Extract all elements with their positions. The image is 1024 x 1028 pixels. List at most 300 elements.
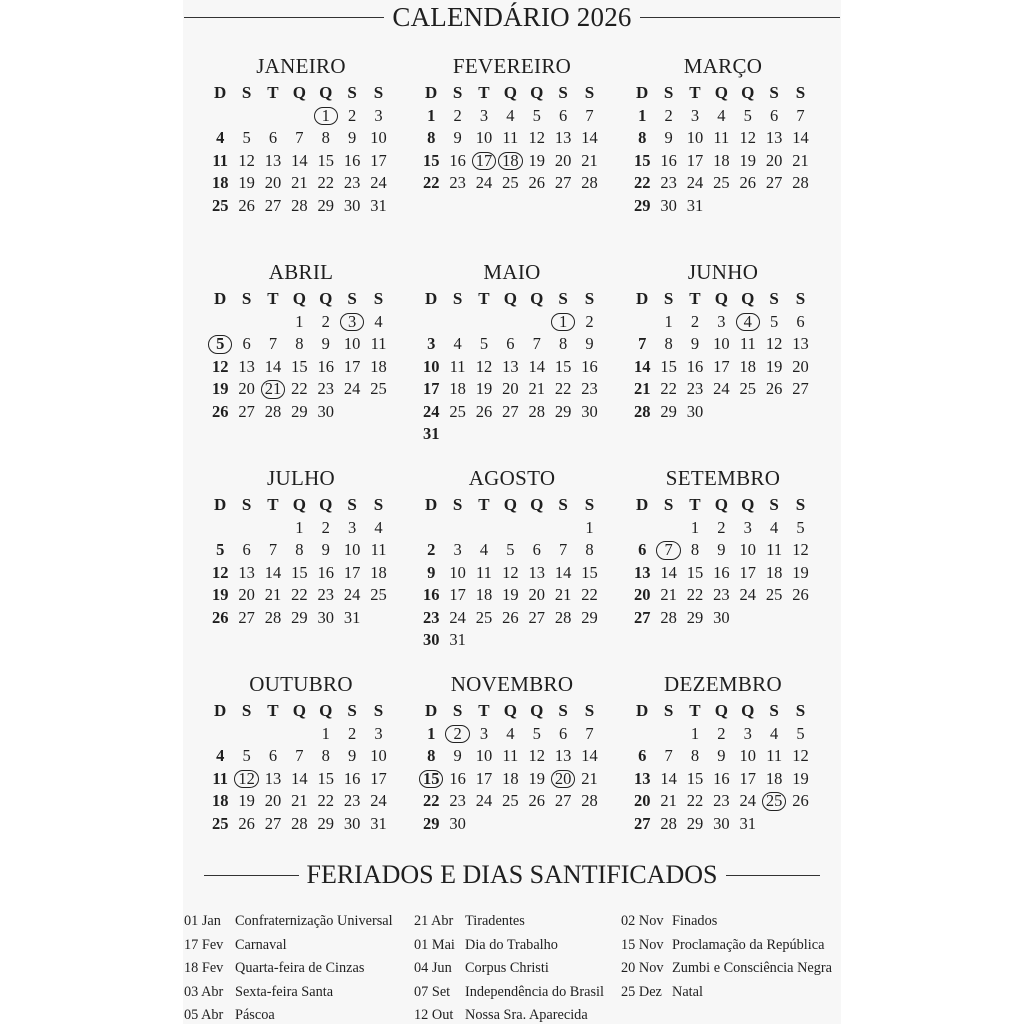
day-cell: 9: [585, 334, 594, 354]
day-cell: 14: [581, 128, 598, 148]
day-cell: 8: [321, 128, 330, 148]
holiday-name: Confraternização Universal: [235, 913, 393, 929]
day-cell: 10: [449, 562, 466, 582]
day-cell: 20: [238, 585, 255, 605]
day-cell: 13: [528, 562, 545, 582]
month-block: [629, 258, 817, 464]
holiday-row: [184, 957, 414, 981]
day-cell: 23: [449, 791, 466, 811]
day-cell: 2: [690, 312, 700, 331]
day-cell: 27: [792, 379, 809, 399]
weekday-header: S: [663, 289, 674, 308]
day-cell: 7: [532, 334, 541, 354]
month-calendar-grid: [629, 80, 817, 217]
holiday-name: Dia do Trabalho: [465, 936, 558, 953]
day-cell: 13: [238, 356, 255, 376]
holiday-name: Proclamação da República: [672, 936, 825, 953]
day-cell: 1: [295, 312, 304, 331]
day-cell: 21: [660, 791, 677, 811]
holiday-column: [414, 910, 621, 1028]
day-cell: 14: [660, 768, 677, 788]
day-cell: 26: [765, 379, 783, 399]
weekday-header: Q: [503, 701, 517, 720]
day-cell: 16: [449, 768, 466, 788]
day-cell: 2: [664, 106, 673, 125]
day-cell: 17: [449, 585, 466, 605]
day-cell: 16: [713, 562, 730, 582]
day-cell: 18: [765, 562, 783, 582]
day-cell: 24: [713, 379, 730, 399]
weekday-header: S: [347, 495, 357, 514]
holiday-date: 21 Abr: [414, 913, 454, 929]
day-cell: 16: [422, 585, 440, 605]
day-cell: 27: [633, 607, 651, 627]
month-block: [207, 464, 395, 670]
day-cell: 30: [713, 607, 730, 627]
holiday-day-cell: 2: [444, 723, 470, 745]
day-cell: 8: [585, 540, 594, 560]
day-cell: 4: [506, 724, 515, 743]
day-cell: 28: [264, 607, 282, 627]
day-cell: 23: [713, 585, 730, 605]
day-cell: 31: [449, 629, 466, 649]
empty-day-cell: [471, 311, 497, 333]
holiday-day-cell: 17: [471, 150, 497, 172]
day-cell: 16: [317, 562, 334, 582]
day-cell: 21: [792, 150, 809, 170]
holiday-date: 01 Jan: [184, 913, 221, 929]
day-cell: 2: [585, 312, 594, 331]
month-block: [418, 52, 606, 258]
day-cell: 21: [264, 585, 282, 605]
day-cell: 29: [633, 195, 651, 215]
weekday-header: S: [452, 83, 463, 102]
day-cell: 1: [664, 312, 673, 331]
month-name: FEVEREIRO: [452, 54, 572, 78]
day-cell: 20: [528, 585, 545, 605]
empty-day-cell: [655, 723, 681, 745]
day-cell: 16: [449, 150, 466, 170]
day-cell: 15: [686, 562, 704, 582]
holiday-date: 20 Nov: [621, 960, 664, 976]
day-cell: 29: [317, 195, 334, 215]
month-block: [629, 52, 817, 258]
day-cell: 26: [792, 585, 809, 605]
day-cell: 11: [476, 562, 492, 582]
day-cell: 18: [739, 356, 756, 376]
day-cell: 12: [502, 562, 519, 582]
day-cell: 8: [427, 746, 436, 766]
day-cell: 8: [664, 334, 673, 354]
holiday-day-cell: 12: [233, 768, 259, 790]
weekday-header: Q: [741, 701, 755, 720]
day-cell: 8: [321, 746, 330, 766]
day-cell: 3: [374, 106, 383, 125]
day-cell: 22: [291, 379, 308, 399]
day-cell: 13: [554, 128, 572, 148]
day-cell: 12: [475, 356, 493, 376]
empty-day-cell: [497, 517, 523, 539]
day-cell: 4: [506, 106, 515, 125]
day-cell: 4: [374, 518, 383, 537]
day-cell: 6: [796, 312, 805, 331]
day-cell: 6: [242, 540, 251, 560]
weekday-header: D: [425, 701, 438, 720]
weekday-header: Q: [292, 83, 306, 102]
day-cell: 15: [317, 150, 334, 170]
holiday-row: [184, 981, 414, 1005]
weekday-header: Q: [741, 495, 755, 514]
holiday-day-cell: 25: [761, 790, 787, 812]
holiday-row: [414, 910, 621, 934]
day-cell: 31: [370, 813, 387, 833]
day-cell: 18: [370, 356, 387, 376]
weekday-header: S: [347, 289, 357, 308]
day-cell: 2: [717, 518, 726, 537]
day-cell: 4: [453, 334, 462, 354]
holiday-day-cell: 18: [497, 150, 523, 172]
day-cell: 13: [264, 150, 282, 170]
month-name: OUTUBRO: [249, 672, 353, 696]
month-calendar-grid: [629, 492, 817, 629]
month-block: [629, 464, 817, 670]
weekday-header: D: [214, 289, 227, 308]
day-cell: 6: [559, 106, 568, 125]
day-cell: 30: [713, 813, 730, 833]
day-cell: 1: [690, 724, 700, 743]
day-cell: 26: [211, 401, 229, 421]
empty-day-cell: [655, 517, 681, 539]
day-cell: 7: [664, 746, 673, 766]
day-cell: 28: [554, 607, 572, 627]
day-cell: 7: [559, 540, 568, 560]
day-cell: 1: [295, 518, 304, 537]
day-cell: 2: [427, 540, 436, 560]
holiday-row: [621, 934, 844, 958]
day-cell: 16: [660, 150, 677, 170]
day-cell: 29: [660, 401, 677, 421]
day-cell: 19: [528, 768, 545, 788]
empty-day-cell: [260, 723, 286, 745]
day-cell: 12: [792, 746, 809, 766]
day-cell: 18: [713, 150, 730, 170]
day-cell: 22: [554, 379, 572, 399]
day-cell: 30: [343, 813, 361, 833]
day-cell: 22: [686, 585, 704, 605]
day-cell: 15: [660, 356, 677, 376]
weekday-header: D: [214, 495, 227, 514]
weekday-header: D: [214, 83, 227, 102]
holiday-date: 25 Dez: [621, 983, 662, 1000]
holiday-name: Carnaval: [235, 936, 287, 953]
day-cell: 10: [370, 128, 387, 148]
day-cell: 11: [766, 540, 783, 560]
weekday-header: S: [558, 495, 568, 514]
day-cell: 9: [717, 746, 726, 766]
calendar-header: [184, 0, 840, 34]
empty-day-cell: [497, 311, 523, 333]
month-name: MARÇO: [683, 54, 763, 78]
month-calendar-grid: [418, 698, 606, 835]
day-cell: 17: [422, 379, 440, 399]
day-cell: 24: [422, 401, 440, 421]
day-cell: 9: [321, 334, 330, 354]
day-cell: 29: [686, 813, 704, 833]
day-cell: 2: [348, 724, 357, 743]
weekday-header: S: [241, 495, 252, 514]
holiday-name: Corpus Christi: [465, 960, 549, 976]
holiday-row: [184, 910, 414, 934]
day-cell: 5: [770, 312, 779, 331]
weekday-header: T: [689, 495, 701, 514]
weekday-header: S: [663, 83, 674, 102]
holiday-column: [184, 910, 414, 1028]
day-cell: 16: [343, 768, 361, 788]
day-cell: 11: [766, 746, 783, 766]
day-cell: 19: [211, 585, 229, 605]
empty-day-cell: [418, 517, 444, 539]
day-cell: 9: [427, 562, 436, 582]
month-calendar-grid: [207, 286, 395, 423]
weekday-header: S: [795, 289, 806, 308]
day-cell: 9: [717, 540, 726, 560]
day-cell: 1: [321, 724, 330, 743]
day-cell: 21: [660, 585, 677, 605]
day-cell: 23: [713, 791, 730, 811]
day-cell: 6: [770, 106, 779, 125]
weekday-header: Q: [530, 83, 544, 102]
holiday-name: Finados: [672, 913, 718, 929]
weekday-header: S: [452, 701, 463, 720]
holiday-name: Tiradentes: [465, 913, 525, 929]
day-cell: 3: [690, 106, 700, 125]
day-cell: 11: [370, 334, 387, 354]
day-cell: 26: [739, 173, 756, 193]
day-cell: 15: [291, 356, 308, 376]
day-cell: 14: [554, 562, 572, 582]
month-block: [418, 258, 606, 464]
day-cell: 18: [449, 379, 466, 399]
weekday-header: D: [425, 289, 438, 308]
day-cell: 23: [343, 173, 361, 193]
day-cell: 19: [739, 150, 756, 170]
holiday-date: 07 Set: [414, 983, 451, 1000]
day-cell: 10: [343, 334, 361, 354]
day-cell: 24: [739, 585, 756, 605]
day-cell: 11: [713, 128, 730, 148]
day-cell: 4: [216, 746, 225, 766]
day-cell: 23: [449, 173, 466, 193]
month-calendar-grid: [207, 80, 395, 217]
month-calendar-grid: [418, 286, 606, 445]
day-cell: 24: [686, 173, 704, 193]
day-cell: 24: [370, 173, 387, 193]
day-cell: 5: [796, 724, 805, 743]
day-cell: 25: [449, 401, 466, 421]
day-cell: 14: [633, 356, 651, 376]
day-cell: 15: [554, 356, 572, 376]
day-cell: 17: [343, 356, 361, 376]
weekday-header: S: [452, 495, 463, 514]
day-cell: 14: [291, 768, 308, 788]
day-cell: 16: [317, 356, 334, 376]
day-cell: 6: [506, 334, 515, 354]
day-cell: 19: [211, 379, 229, 399]
holiday-day-cell: 21: [260, 378, 286, 400]
weekday-header: Q: [714, 701, 728, 720]
weekday-header: D: [636, 83, 649, 102]
empty-day-cell: [629, 517, 655, 539]
weekday-header: S: [795, 701, 806, 720]
empty-day-cell: [471, 517, 497, 539]
day-cell: 25: [765, 585, 783, 605]
day-cell: 20: [502, 379, 519, 399]
holiday-name: Natal: [672, 983, 703, 1000]
day-cell: 10: [739, 746, 756, 766]
day-cell: 15: [422, 150, 440, 170]
calendar-title: CALENDÁRIO 2026: [392, 1, 632, 32]
holiday-day-cell: 7: [655, 539, 681, 561]
day-cell: 27: [528, 607, 545, 627]
day-cell: 22: [422, 791, 440, 811]
day-cell: 1: [690, 518, 700, 537]
holidays-title: FERIADOS E DIAS SANTIFICADOS: [306, 860, 718, 889]
day-cell: 29: [686, 607, 704, 627]
holiday-date: 05 Abr: [184, 1007, 224, 1023]
empty-day-cell: [207, 105, 233, 127]
weekday-header: D: [636, 701, 649, 720]
weekday-header: S: [241, 701, 252, 720]
weekday-header: Q: [292, 495, 306, 514]
day-cell: 3: [479, 724, 489, 743]
day-cell: 5: [479, 334, 489, 354]
weekday-header: T: [478, 83, 490, 102]
weekday-header: S: [795, 83, 806, 102]
day-cell: 29: [581, 607, 598, 627]
day-cell: 15: [686, 768, 704, 788]
weekday-header: Q: [530, 289, 544, 308]
day-cell: 10: [739, 540, 756, 560]
month-block: [207, 258, 395, 464]
day-cell: 31: [686, 195, 704, 215]
holiday-day-cell: 3: [339, 311, 365, 333]
day-cell: 28: [660, 607, 677, 627]
day-cell: 29: [291, 401, 308, 421]
month-name: AGOSTO: [468, 466, 556, 490]
day-cell: 3: [479, 106, 489, 125]
day-cell: 22: [291, 585, 308, 605]
day-cell: 13: [554, 746, 572, 766]
day-cell: 25: [713, 173, 730, 193]
weekday-header: T: [478, 701, 490, 720]
holiday-row: [184, 934, 414, 958]
weekday-header: S: [347, 701, 357, 720]
day-cell: 2: [321, 518, 330, 537]
day-cell: 17: [739, 562, 756, 582]
weekday-header: Q: [503, 289, 517, 308]
weekday-header: Q: [741, 83, 755, 102]
day-cell: 9: [348, 128, 357, 148]
day-cell: 30: [581, 401, 598, 421]
day-cell: 18: [502, 768, 519, 788]
weekday-header: Q: [503, 83, 517, 102]
day-cell: 21: [528, 379, 545, 399]
day-cell: 6: [242, 334, 251, 354]
day-cell: 18: [211, 173, 229, 193]
holiday-day-cell: 20: [550, 768, 576, 790]
day-cell: 17: [370, 768, 387, 788]
day-cell: 7: [295, 746, 304, 766]
holiday-day-cell: 5: [207, 333, 233, 355]
day-cell: 23: [581, 379, 598, 399]
day-cell: 1: [585, 518, 594, 537]
day-cell: 4: [479, 540, 489, 560]
holiday-column: [621, 910, 844, 1028]
day-cell: 3: [374, 724, 383, 743]
day-cell: 19: [502, 585, 519, 605]
weekday-header: S: [769, 83, 779, 102]
holiday-row: [414, 934, 621, 958]
month-block: [418, 464, 606, 670]
month-calendar-grid: [629, 698, 817, 835]
month-name: MAIO: [483, 260, 541, 284]
holidays-header: [204, 858, 820, 892]
month-block: [207, 670, 395, 876]
holiday-date: 02 Nov: [621, 913, 664, 929]
day-cell: 9: [321, 540, 330, 560]
day-cell: 6: [268, 746, 278, 766]
day-cell: 4: [770, 724, 779, 743]
empty-day-cell: [233, 517, 259, 539]
day-cell: 23: [317, 379, 334, 399]
empty-day-cell: [260, 517, 286, 539]
day-cell: 11: [502, 746, 519, 766]
day-cell: 25: [211, 195, 229, 215]
weekday-header: Q: [319, 289, 333, 308]
day-cell: 7: [585, 724, 594, 743]
holiday-name: Páscoa: [235, 1007, 275, 1023]
day-cell: 8: [559, 334, 568, 354]
day-cell: 24: [475, 791, 493, 811]
empty-day-cell: [233, 311, 259, 333]
empty-day-cell: [524, 311, 550, 333]
month-calendar-grid: [418, 80, 606, 195]
day-cell: 18: [370, 562, 387, 582]
holiday-date: 17 Fev: [184, 936, 224, 953]
day-cell: 25: [370, 379, 387, 399]
empty-day-cell: [550, 517, 576, 539]
weekday-header: Q: [741, 289, 755, 308]
day-cell: 22: [317, 791, 334, 811]
weekday-header: Q: [503, 495, 517, 514]
weekday-header: Q: [292, 289, 306, 308]
day-cell: 27: [502, 401, 519, 421]
day-cell: 9: [664, 128, 673, 148]
day-cell: 31: [343, 607, 361, 627]
day-cell: 6: [532, 540, 541, 560]
day-cell: 26: [502, 607, 519, 627]
weekday-header: T: [267, 83, 279, 102]
empty-day-cell: [207, 311, 233, 333]
day-cell: 31: [739, 813, 756, 833]
day-cell: 17: [370, 150, 387, 170]
weekday-header: D: [636, 289, 649, 308]
day-cell: 19: [475, 379, 493, 399]
day-cell: 27: [264, 195, 282, 215]
day-cell: 19: [792, 768, 809, 788]
day-cell: 7: [268, 334, 278, 354]
day-cell: 24: [343, 379, 361, 399]
